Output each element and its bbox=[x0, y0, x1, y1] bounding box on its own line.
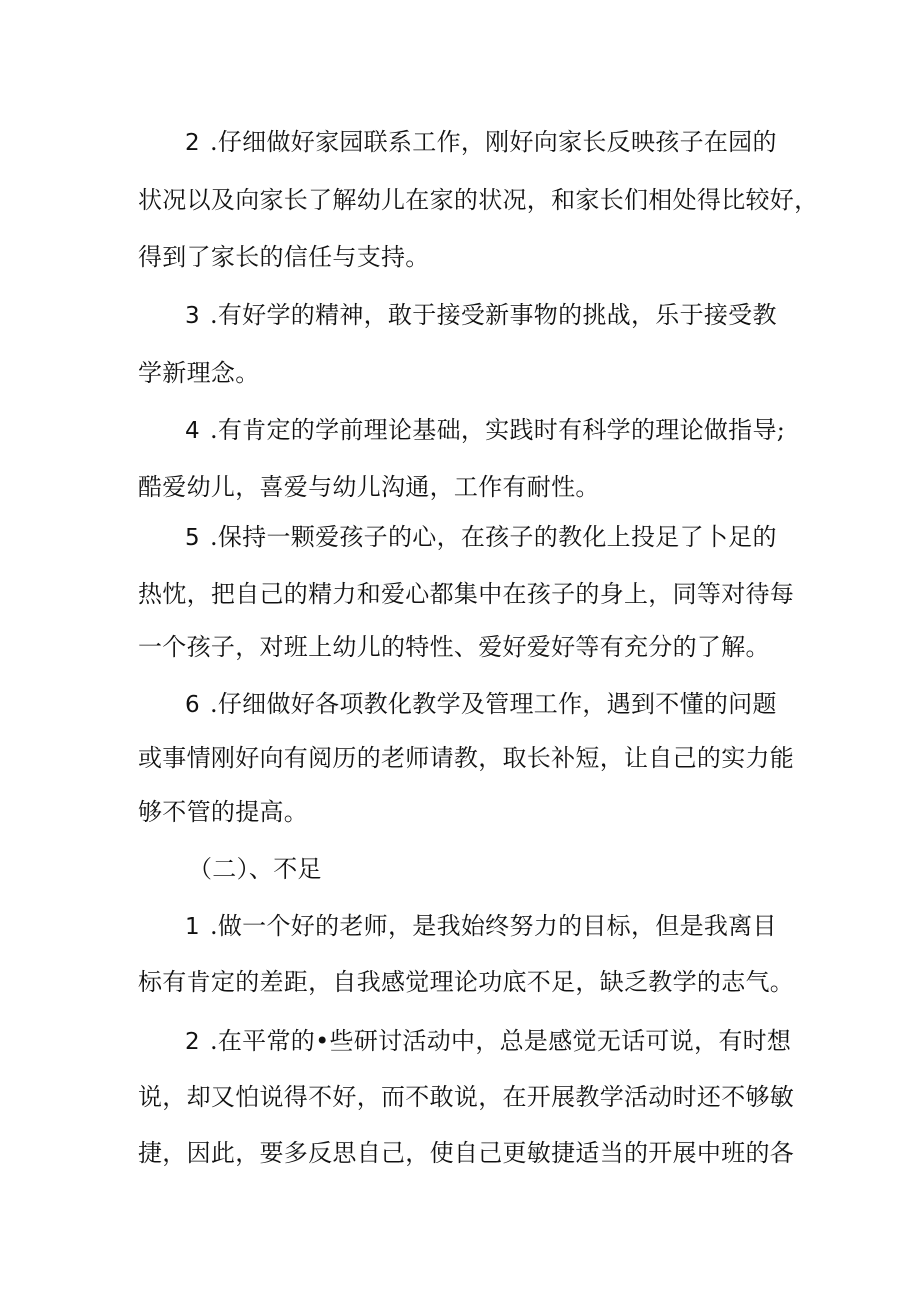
section-paragraph-1-line-1 bbox=[185, 906, 815, 946]
section-paragraph-1-line-2: 标有肯定的差距，自我感觉理论功底不足，缺乏教学的志气。 bbox=[138, 968, 795, 996]
paragraph-5-line-2: 热忱，把自己的精力和爱心都集中在孩子的身上，同等对待每 bbox=[138, 580, 795, 608]
line-text: .做一个好的老师，是我始终努力的目标，但是我离目 bbox=[209, 912, 777, 940]
list-number: 6 bbox=[185, 692, 200, 718]
list-number: 2 bbox=[185, 1029, 200, 1055]
paragraph-2-line-2: 状况以及向家长了解幼儿在家的状况，和家长们相处得比较好， bbox=[138, 186, 819, 214]
list-number: 1 bbox=[185, 914, 200, 940]
list-number: 3 bbox=[185, 303, 200, 329]
paragraph-3-line-2: 学新理念。 bbox=[138, 359, 260, 387]
line-text: .仔细做好各项教化教学及管理工作，遇到不懂的问题 bbox=[209, 690, 777, 718]
list-number: 2 bbox=[185, 130, 200, 156]
paragraph-5-line-3: 一个孩子，对班上幼儿的特性、爱好爱好等有充分的了解。 bbox=[138, 633, 770, 661]
list-number: 4 bbox=[185, 418, 200, 444]
paragraph-2-line-1 bbox=[185, 122, 815, 162]
section-paragraph-2-line-3: 捷，因此，要多反思自己，使自己更敏捷适当的开展中班的各 bbox=[138, 1139, 795, 1167]
paragraph-6-line-2: 或事情刚好向有阅历的老师请教，取长补短，让自己的实力能 bbox=[138, 744, 795, 772]
line-text: .有肯定的学前理论基础，实践时有科学的理论做指导; bbox=[209, 416, 786, 444]
paragraph-5-line-1 bbox=[185, 517, 815, 557]
paragraph-6-line-1 bbox=[185, 684, 815, 724]
section-paragraph-2-line-1 bbox=[185, 1021, 815, 1061]
section-paragraph-2-line-2: 说，却又怕说得不好，而不敢说，在开展教学活动时还不够敏 bbox=[138, 1083, 795, 1111]
paragraph-6-line-3: 够不管的提高。 bbox=[138, 798, 309, 826]
paragraph-2-line-3: 得到了家长的信任与支持。 bbox=[138, 243, 430, 271]
line-text: .仔细做好家园联系工作，刚好向家长反映孩子在园的 bbox=[209, 128, 777, 156]
line-text: .有好学的精神，敢于接受新事物的挑战，乐于接受教 bbox=[209, 301, 777, 329]
paragraph-3-line-1 bbox=[185, 295, 815, 335]
paragraph-4-line-1 bbox=[185, 410, 815, 450]
section-heading: （二）、不足 bbox=[188, 855, 322, 883]
line-text: .在平常的•些研讨活动中，总是感觉无话可说，有时想 bbox=[209, 1027, 792, 1055]
paragraph-4-line-2: 酷爱幼儿，喜爱与幼儿沟通，工作有耐性。 bbox=[138, 473, 600, 501]
line-text: .保持一颗爱孩子的心，在孩子的教化上投足了卜足的 bbox=[209, 523, 777, 551]
list-number: 5 bbox=[185, 525, 200, 551]
